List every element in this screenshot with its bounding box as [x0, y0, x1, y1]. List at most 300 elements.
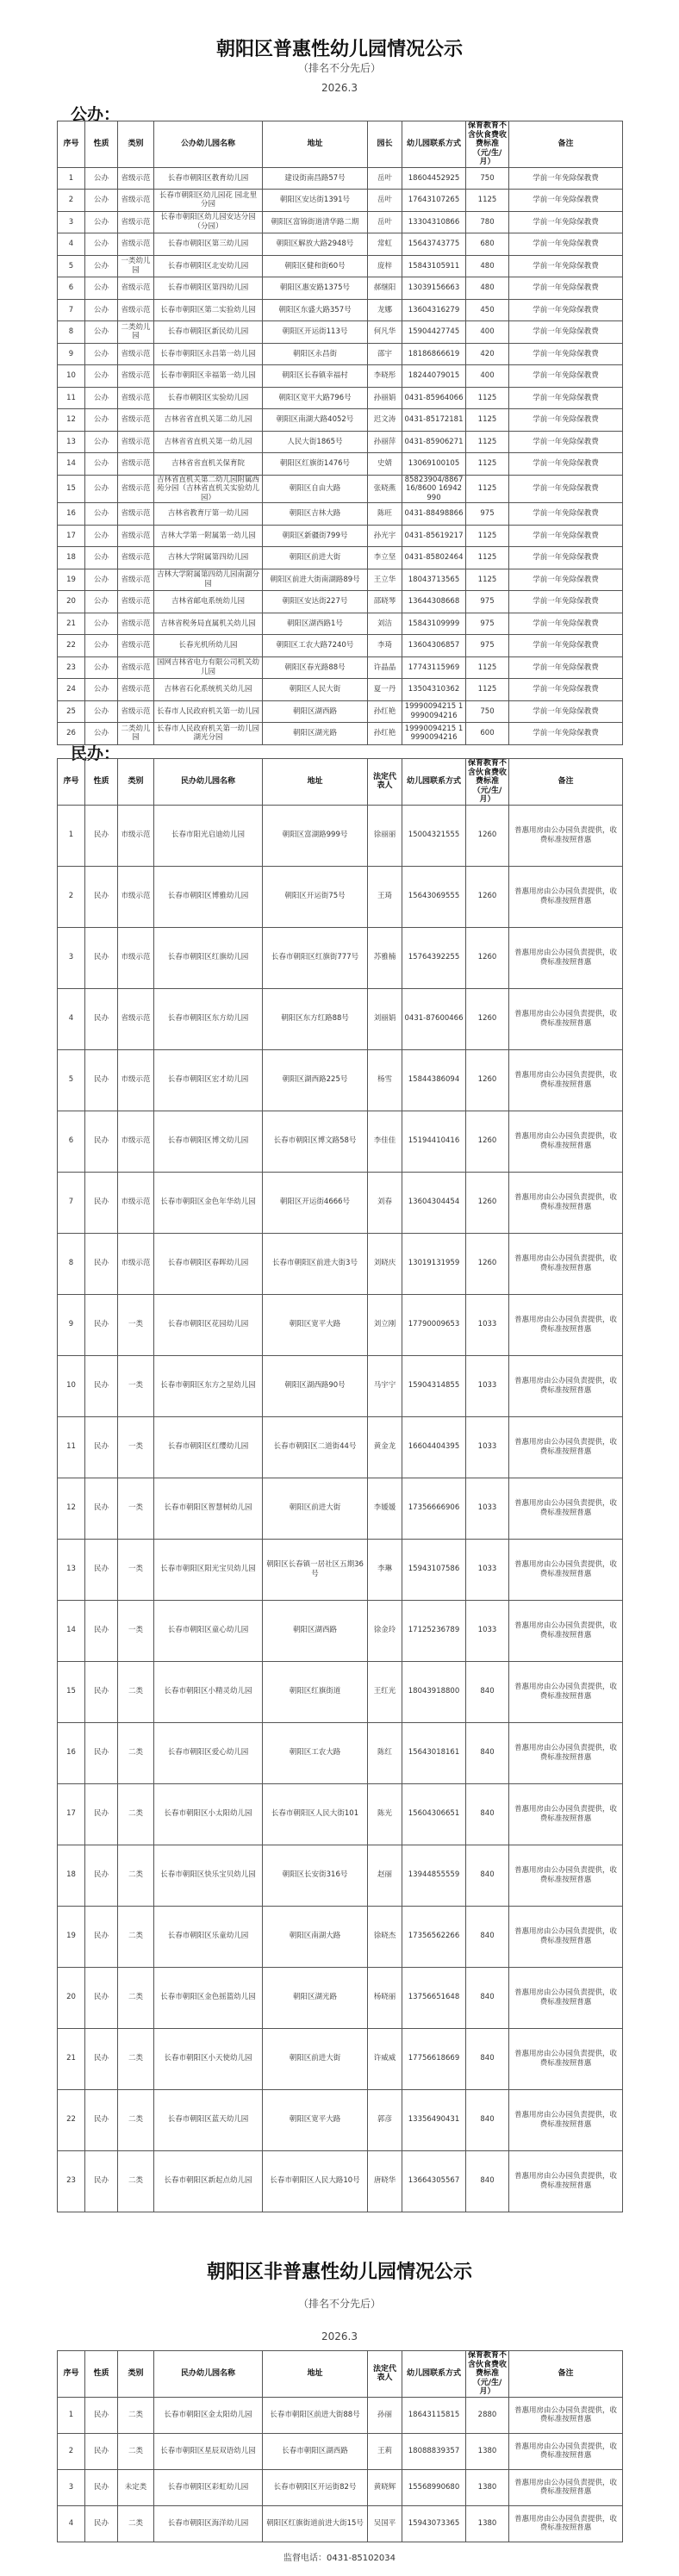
table-cell: 一类幼儿园	[118, 255, 154, 277]
table-cell: 21	[58, 2028, 85, 2089]
table-cell: 2	[58, 190, 85, 212]
table-cell: 唐晓华	[368, 2150, 402, 2212]
table-cell: 长春市朝阳区乐童幼儿园	[154, 1906, 263, 1967]
table-cell: 1260	[466, 866, 509, 927]
table-cell: 1	[58, 805, 85, 866]
table-cell: 22	[58, 2089, 85, 2150]
table-cell: 21	[58, 613, 85, 635]
column-header: 类别	[118, 121, 154, 168]
table-cell: 岳叶	[368, 167, 402, 190]
table-cell: 600	[466, 723, 509, 745]
table-cell: 朝阳区东方红路88号	[263, 988, 368, 1049]
table-cell: 省级示范	[118, 431, 154, 453]
table-cell: 学前一年免除保教费	[509, 453, 623, 476]
table-cell: 2880	[466, 2397, 509, 2433]
table-cell: 4	[58, 988, 85, 1049]
table-cell: 长春市朝阳区博雅幼儿园	[154, 866, 263, 927]
table-row	[58, 805, 623, 866]
table-cell: 民办	[85, 2505, 118, 2542]
table-cell: 市级示范	[118, 805, 154, 866]
table-cell: 吉林省税务局直属机关幼儿园	[154, 613, 263, 635]
table-cell: 26	[58, 723, 85, 745]
table-cell: 公办	[85, 613, 118, 635]
table-cell: 学前一年免除保教费	[509, 547, 623, 569]
table-row	[58, 1111, 623, 1172]
table-cell: 岳叶	[368, 211, 402, 233]
table-cell: 省级示范	[118, 700, 154, 723]
table-cell: 孙丽萍	[368, 431, 402, 453]
table-cell: 1	[58, 167, 85, 190]
table-row	[58, 1233, 623, 1294]
table-cell: 15904427745	[402, 321, 466, 344]
table-cell: 民办	[85, 1416, 118, 1478]
column-header: 保育教育不含伙食费收费标准（元/生/月）	[466, 121, 509, 168]
table-cell: 长春市朝阳区北安幼儿园	[154, 255, 263, 277]
table-cell: 1260	[466, 988, 509, 1049]
table-cell: 10	[58, 365, 85, 388]
table-row	[58, 2089, 623, 2150]
table-cell: 15643018161	[402, 1722, 466, 1783]
column-header: 保育教育不含伙食费收费标准（元/生/月）	[466, 2351, 509, 2398]
table-cell: 普惠用房由公办园负责提供，收费标准按照普惠	[509, 2089, 623, 2150]
table-cell: 18	[58, 547, 85, 569]
table-row	[58, 190, 623, 212]
table-cell: 1125	[466, 547, 509, 569]
table-cell: 15643069555	[402, 866, 466, 927]
table-cell: 何凡华	[368, 321, 402, 344]
table-row	[58, 1294, 623, 1355]
table-cell: 普惠用房由公办园负责提供，收费标准按照普惠	[509, 1111, 623, 1172]
table-cell: 公办	[85, 233, 118, 256]
table-row	[58, 299, 623, 321]
table-cell: 黄金龙	[368, 1416, 402, 1478]
table-cell: 15843105911	[402, 255, 466, 277]
table-cell: 长春市朝阳区红旗街777号	[263, 927, 368, 988]
table-cell: 孙红艳	[368, 700, 402, 723]
table-cell: 长春市朝阳区教育幼儿园	[154, 167, 263, 190]
ranking-note: （排名不分先后）	[297, 62, 381, 74]
table-cell: 吉林省教育厅第一幼儿园	[154, 503, 263, 526]
table-cell: 省级示范	[118, 503, 154, 526]
table-row	[58, 1967, 623, 2028]
table-cell: 一类	[118, 1294, 154, 1355]
table-cell: 吉林省省直机关第二幼儿园	[154, 409, 263, 432]
table-cell: 公办	[85, 321, 118, 344]
publish-date: 2026.3	[321, 82, 358, 94]
table-cell: 省级示范	[118, 233, 154, 256]
table-cell: 18043713565	[402, 569, 466, 591]
table-cell: 长春市朝阳区博文路58号	[263, 1111, 368, 1172]
table-row	[58, 2505, 623, 2542]
table-cell: 18244079015	[402, 365, 466, 388]
column-header: 性质	[85, 2351, 118, 2398]
table-row	[58, 1539, 623, 1600]
table-cell: 学前一年免除保教费	[509, 190, 623, 212]
table-cell: 省级示范	[118, 453, 154, 476]
table-cell: 朝阳区东盛大路357号	[263, 299, 368, 321]
table-cell: 二类幼儿园	[118, 321, 154, 344]
table-cell: 13756651648	[402, 1967, 466, 2028]
table-cell: 学前一年免除保教费	[509, 255, 623, 277]
table-cell: 22	[58, 635, 85, 657]
table-cell: 朝阳区工农大路7240号	[263, 635, 368, 657]
table-cell: 朝阳区健和街60号	[263, 255, 368, 277]
table-cell: 朝阳区惠安路1375号	[263, 277, 368, 300]
table-cell: 长春市朝阳区第三幼儿园	[154, 233, 263, 256]
table-cell: 一类	[118, 1478, 154, 1539]
table-row	[58, 365, 623, 388]
table-cell: 480	[466, 277, 509, 300]
table-row	[58, 2397, 623, 2433]
column-header: 地址	[263, 2351, 368, 2398]
table-cell: 15843109999	[402, 613, 466, 635]
table-row	[58, 927, 623, 988]
table-cell: 1125	[466, 525, 509, 547]
table-cell: 840	[466, 1967, 509, 2028]
table-cell: 学前一年免除保教费	[509, 591, 623, 613]
column-header: 序号	[58, 2351, 85, 2398]
table-cell: 民办	[85, 1600, 118, 1661]
table-cell: 8	[58, 1233, 85, 1294]
table-cell: 0431-85964066	[402, 387, 466, 409]
table-cell: 普惠用房由公办园负责提供，收费标准按照普惠	[509, 1294, 623, 1355]
table-cell: 13	[58, 1539, 85, 1600]
table-cell: 24	[58, 679, 85, 701]
table-cell: 李立坚	[368, 547, 402, 569]
table-cell: 一类	[118, 1416, 154, 1478]
table-cell: 二类	[118, 2433, 154, 2469]
column-header: 序号	[58, 759, 85, 806]
table-cell: 岳叶	[368, 190, 402, 212]
table-cell: 1	[58, 2397, 85, 2433]
table-cell: 朝阳区湖西路1号	[263, 613, 368, 635]
table-cell: 14	[58, 1600, 85, 1661]
table-cell: 15604306651	[402, 1783, 466, 1845]
table-cell: 公办	[85, 591, 118, 613]
table-cell: 建设街南昌路57号	[263, 167, 368, 190]
table-cell: 公办	[85, 475, 118, 503]
table-cell: 李媛媛	[368, 1478, 402, 1539]
table-cell: 学前一年免除保教费	[509, 277, 623, 300]
table-cell: 20	[58, 1967, 85, 2028]
table-cell: 17125236789	[402, 1600, 466, 1661]
table-cell: 郝继阳	[368, 277, 402, 300]
table-cell: 吉林省直机关第二幼儿园附属西苑分园（吉林省直机关实验幼儿园）	[154, 475, 263, 503]
table-cell: 10	[58, 1355, 85, 1416]
non-inclusive-table	[57, 2350, 623, 2542]
table-cell: 朝阳区春光路88号	[263, 656, 368, 679]
table-cell: 1380	[466, 2505, 509, 2542]
table-cell: 二类	[118, 1722, 154, 1783]
table-cell: 张晓燕	[368, 475, 402, 503]
table-row	[58, 1355, 623, 1416]
table-cell: 16604404395	[402, 1416, 466, 1478]
table-cell: 15643743775	[402, 233, 466, 256]
table-cell: 长春市朝阳区新起点幼儿园	[154, 2150, 263, 2212]
table-cell: 13604304454	[402, 1172, 466, 1233]
table-cell: 750	[466, 700, 509, 723]
table-cell: 1380	[466, 2469, 509, 2505]
column-header: 保育教育不含伙食费收费标准（元/生/月）	[466, 759, 509, 806]
table-cell: 朝阳区前进大街	[263, 1478, 368, 1539]
table-cell: 陈旺	[368, 503, 402, 526]
table-cell: 邵宇	[368, 343, 402, 365]
table-cell: 省级示范	[118, 656, 154, 679]
table-cell: 朝阳区长春镇幸福村	[263, 365, 368, 388]
table-cell: 840	[466, 2028, 509, 2089]
table-cell: 0431-87600466	[402, 988, 466, 1049]
table-cell: 朝阳区湖西路90号	[263, 1355, 368, 1416]
private-section-label: 民办：	[71, 744, 121, 763]
table-cell: 二类	[118, 1967, 154, 2028]
table-cell: 许威威	[368, 2028, 402, 2089]
table-cell: 长春市朝阳区智慧树幼儿园	[154, 1478, 263, 1539]
table-cell: 长春市朝阳区宏才幼儿园	[154, 1049, 263, 1111]
table-cell: 长春市朝阳区二道街44号	[263, 1416, 368, 1478]
table-cell: 学前一年免除保教费	[509, 343, 623, 365]
table-cell: 省级示范	[118, 277, 154, 300]
table-cell: 朝阳区湖西路	[263, 1600, 368, 1661]
table-cell: 王琦	[368, 866, 402, 927]
table-cell: 普惠用房由公办园负责提供，收费标准按照普惠	[509, 1967, 623, 2028]
table-cell: 普惠用房由公办园负责提供，收费标准按照普惠	[509, 2469, 623, 2505]
table-cell: 王红光	[368, 1661, 402, 1722]
table-cell: 朝阳区红旗街道	[263, 1661, 368, 1722]
table-cell: 1033	[466, 1478, 509, 1539]
table-cell: 学前一年免除保教费	[509, 299, 623, 321]
table-cell: 8	[58, 321, 85, 344]
table-cell: 长春市朝阳区幼儿园安达分园（分园）	[154, 211, 263, 233]
table-cell: 刘洁	[368, 613, 402, 635]
table-cell: 市级示范	[118, 1172, 154, 1233]
table-cell: 邵晓琴	[368, 591, 402, 613]
public-table	[57, 121, 623, 745]
column-header: 园长	[368, 121, 402, 168]
table-cell: 学前一年免除保教费	[509, 431, 623, 453]
table-cell: 孙丽娟	[368, 387, 402, 409]
table-cell: 朝阳区富锦街道清华路二期	[263, 211, 368, 233]
table-cell: 普惠用房由公办园负责提供，收费标准按照普惠	[509, 1722, 623, 1783]
table-cell: 公办	[85, 409, 118, 432]
table-cell: 公办	[85, 190, 118, 212]
table-cell: 陈光	[368, 1783, 402, 1845]
table-cell: 0431-85906271	[402, 431, 466, 453]
table-cell: 民办	[85, 2028, 118, 2089]
table-row	[58, 723, 623, 745]
table-row	[58, 255, 623, 277]
table-cell: 刘立刚	[368, 1294, 402, 1355]
table-cell: 史婧	[368, 453, 402, 476]
table-cell: 长春市朝阳区永昌第一幼儿园	[154, 343, 263, 365]
table-cell: 18604452925	[402, 167, 466, 190]
table-cell: 长春市朝阳区东方幼儿园	[154, 988, 263, 1049]
table-cell: 840	[466, 2089, 509, 2150]
table-cell: 长春市朝阳区小天使幼儿园	[154, 2028, 263, 2089]
table-cell: 普惠用房由公办园负责提供，收费标准按照普惠	[509, 1783, 623, 1845]
table-row	[58, 591, 623, 613]
table-cell: 民办	[85, 1355, 118, 1416]
table-cell: 15	[58, 1661, 85, 1722]
table-cell: 1260	[466, 805, 509, 866]
table-cell: 龙娜	[368, 299, 402, 321]
table-cell: 苏雅楠	[368, 927, 402, 988]
table-cell: 杨雪	[368, 1049, 402, 1111]
table-cell: 一类	[118, 1539, 154, 1600]
table-cell: 李琦	[368, 635, 402, 657]
table-cell: 一类	[118, 1355, 154, 1416]
table-cell: 7	[58, 299, 85, 321]
table-cell: 16	[58, 503, 85, 526]
table-cell: 省级示范	[118, 988, 154, 1049]
table-cell: 朝阳区长春镇一居社区五期36号	[263, 1539, 368, 1600]
table-cell: 朝阳区富湖路999号	[263, 805, 368, 866]
non-inclusive-date: 2026.3	[321, 2330, 358, 2343]
table-cell: 徐丽丽	[368, 805, 402, 866]
table-row	[58, 343, 623, 365]
table-cell: 人民大街1865号	[263, 431, 368, 453]
table-cell: 13604316279	[402, 299, 466, 321]
table-row	[58, 1661, 623, 1722]
table-cell: 840	[466, 1661, 509, 1722]
table-cell: 长春市人民政府机关第一幼儿园	[154, 700, 263, 723]
table-cell: 780	[466, 211, 509, 233]
table-cell: 民办	[85, 2089, 118, 2150]
table-cell: 15	[58, 475, 85, 503]
table-cell: 公办	[85, 547, 118, 569]
table-cell: 长春市朝阳区春晖幼儿园	[154, 1233, 263, 1294]
table-cell: 0431-85619217	[402, 525, 466, 547]
table-cell: 长春市朝阳区爱心幼儿园	[154, 1722, 263, 1783]
table-row	[58, 2433, 623, 2469]
table-cell: 省级示范	[118, 569, 154, 591]
table-cell: 公办	[85, 700, 118, 723]
table-cell: 市级示范	[118, 1049, 154, 1111]
private-table	[57, 758, 623, 2212]
table-cell: 孙丽	[368, 2397, 402, 2433]
table-cell: 民办	[85, 1049, 118, 1111]
column-header: 序号	[58, 121, 85, 168]
table-cell: 13039156663	[402, 277, 466, 300]
table-cell: 15194410416	[402, 1111, 466, 1172]
table-cell: 普惠用房由公办园负责提供，收费标准按照普惠	[509, 1478, 623, 1539]
public-section-label: 公办：	[71, 105, 121, 124]
table-cell: 朝阳区安达街227号	[263, 591, 368, 613]
table-cell: 二类	[118, 2089, 154, 2150]
table-cell: 省级示范	[118, 343, 154, 365]
table-cell: 普惠用房由公办园负责提供，收费标准按照普惠	[509, 2397, 623, 2433]
table-cell: 省级示范	[118, 409, 154, 432]
table-cell: 长春市朝阳区第二实验幼儿园	[154, 299, 263, 321]
non-inclusive-title: 朝阳区非普惠性幼儿园情况公示	[206, 2262, 472, 2283]
table-cell: 普惠用房由公办园负责提供，收费标准按照普惠	[509, 1233, 623, 1294]
table-cell: 普惠用房由公办园负责提供，收费标准按照普惠	[509, 1049, 623, 1111]
table-cell: 朝阳区宽平大路796号	[263, 387, 368, 409]
table-row	[58, 525, 623, 547]
table-cell: 420	[466, 343, 509, 365]
table-cell: 二类	[118, 1783, 154, 1845]
table-cell: 1033	[466, 1539, 509, 1600]
table-cell: 长春市朝阳区幼儿园花 园北里分园	[154, 190, 263, 212]
table-cell: 学前一年免除保教费	[509, 525, 623, 547]
table-cell: 13944855559	[402, 1845, 466, 1906]
table-cell: 840	[466, 1845, 509, 1906]
table-cell: 陈红	[368, 1722, 402, 1783]
table-cell: 省级示范	[118, 475, 154, 503]
table-cell: 吉林大学第一附属第一幼儿园	[154, 525, 263, 547]
table-cell: 民办	[85, 1478, 118, 1539]
table-row	[58, 569, 623, 591]
table-cell: 公办	[85, 167, 118, 190]
table-cell: 12	[58, 1478, 85, 1539]
table-cell: 长春市朝阳区红缨幼儿园	[154, 1416, 263, 1478]
table-cell: 民办	[85, 2397, 118, 2433]
table-cell: 长春市朝阳区博文幼儿园	[154, 1111, 263, 1172]
table-header-row	[58, 2351, 623, 2398]
table-cell: 975	[466, 503, 509, 526]
table-cell: 吉林大学附属第四幼儿园南湖分园	[154, 569, 263, 591]
table-cell: 未定类	[118, 2469, 154, 2505]
table-cell: 孙红艳	[368, 723, 402, 745]
table-cell: 二类	[118, 2397, 154, 2433]
table-cell: 市级示范	[118, 866, 154, 927]
table-cell: 学前一年免除保教费	[509, 679, 623, 701]
non-inclusive-ranking-note: （排名不分先后）	[297, 2298, 381, 2310]
table-cell: 二类	[118, 2150, 154, 2212]
table-cell: 23	[58, 656, 85, 679]
table-cell: 朝阳区人民大街	[263, 679, 368, 701]
table-cell: 学前一年免除保教费	[509, 365, 623, 388]
table-cell: 刘丽娟	[368, 988, 402, 1049]
table-row	[58, 2469, 623, 2505]
table-cell: 民办	[85, 988, 118, 1049]
table-cell: 17643107265	[402, 190, 466, 212]
table-cell: 李晓彤	[368, 365, 402, 388]
table-cell: 长春市朝阳区童心幼儿园	[154, 1600, 263, 1661]
table-cell: 公办	[85, 656, 118, 679]
table-cell: 朝阳区解放大路2948号	[263, 233, 368, 256]
table-cell: 许晶晶	[368, 656, 402, 679]
table-cell: 长春市朝阳区湖西路	[263, 2433, 368, 2469]
table-cell: 李琳	[368, 1539, 402, 1600]
table-cell: 刘晓庆	[368, 1233, 402, 1294]
table-cell: 普惠用房由公办园负责提供，收费标准按照普惠	[509, 1172, 623, 1233]
table-cell: 省级示范	[118, 167, 154, 190]
table-cell: 朝阳区湖西路225号	[263, 1049, 368, 1111]
table-cell: 朝阳区南湖大路	[263, 1906, 368, 1967]
table-cell: 民办	[85, 1294, 118, 1355]
table-cell: 一类	[118, 1600, 154, 1661]
table-cell: 赵丽	[368, 1845, 402, 1906]
table-cell: 7	[58, 1172, 85, 1233]
table-cell: 普惠用房由公办园负责提供，收费标准按照普惠	[509, 2433, 623, 2469]
table-row	[58, 475, 623, 503]
table-cell: 1260	[466, 1233, 509, 1294]
table-cell: 4	[58, 2505, 85, 2542]
table-cell: 13664305567	[402, 2150, 466, 2212]
table-cell: 公办	[85, 299, 118, 321]
table-cell: 17356562266	[402, 1906, 466, 1967]
table-cell: 17	[58, 525, 85, 547]
table-cell: 长春市朝阳区第四幼儿园	[154, 277, 263, 300]
table-cell: 李佳佳	[368, 1111, 402, 1172]
table-cell: 400	[466, 321, 509, 344]
table-cell: 长春市朝阳区蓝天幼儿园	[154, 2089, 263, 2150]
table-cell: 学前一年免除保教费	[509, 700, 623, 723]
table-cell: 17790009653	[402, 1294, 466, 1355]
table-row	[58, 1845, 623, 1906]
table-cell: 民办	[85, 1722, 118, 1783]
table-cell: 省级示范	[118, 299, 154, 321]
